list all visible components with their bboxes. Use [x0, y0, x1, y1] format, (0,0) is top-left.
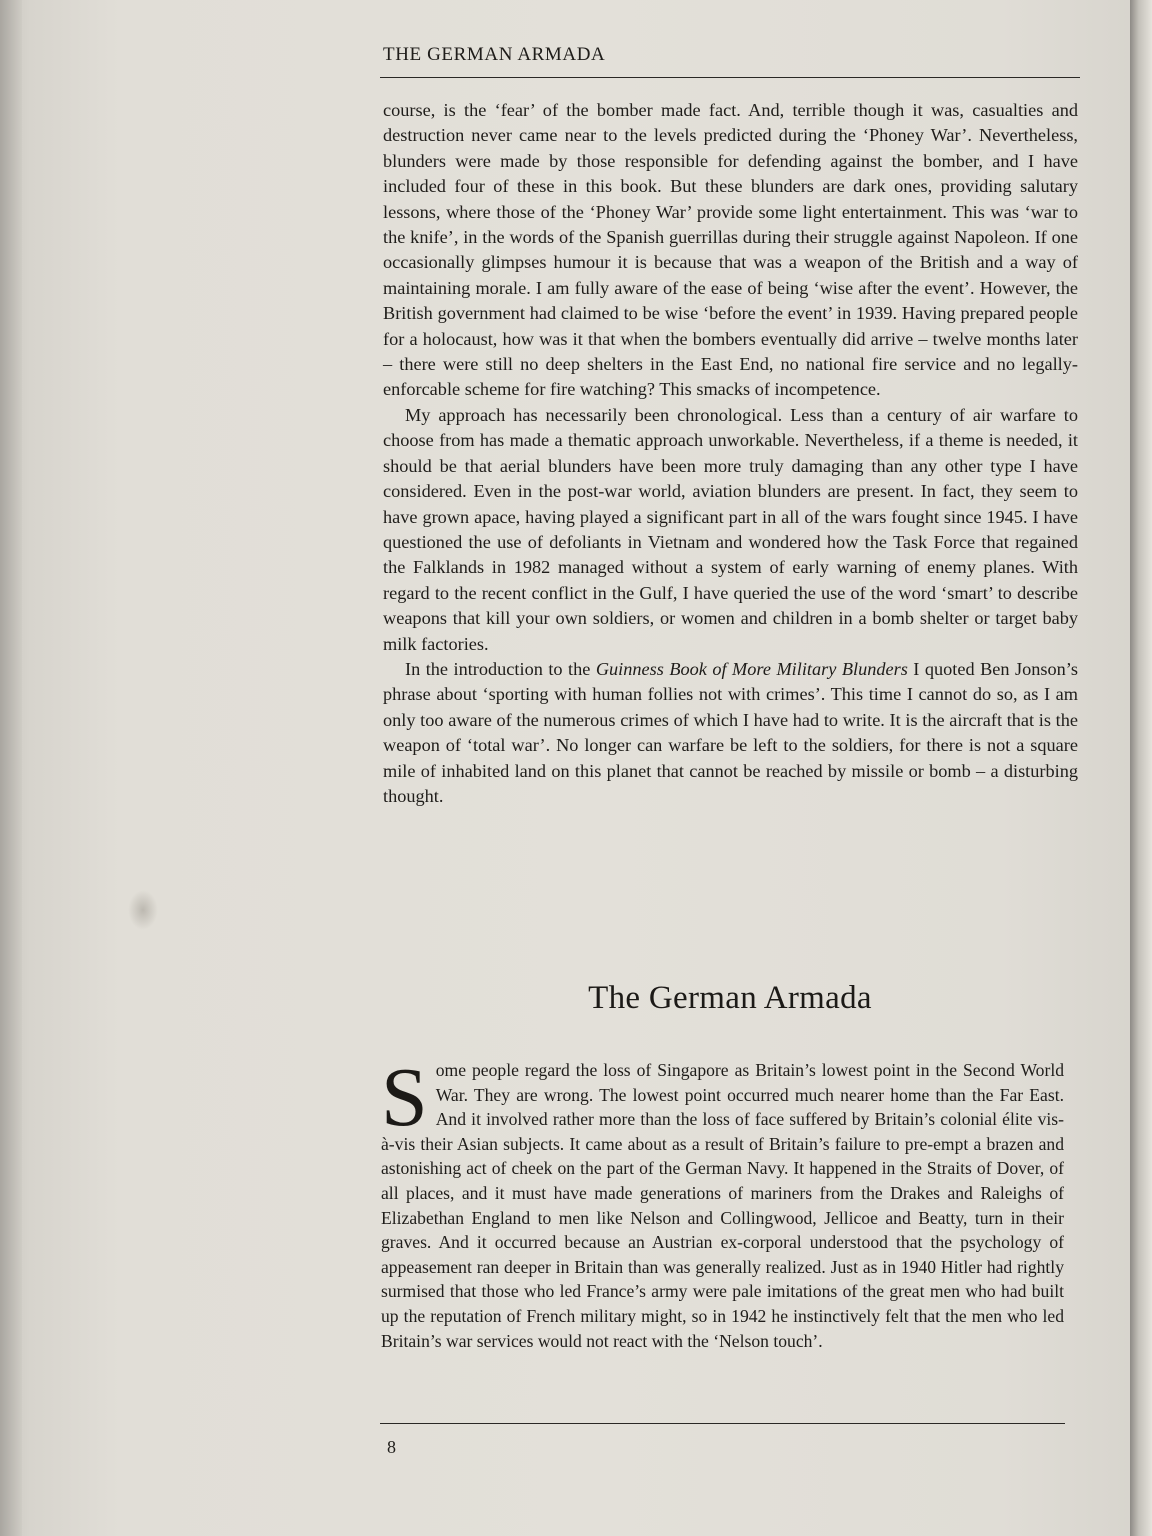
footer-rule: [380, 1423, 1065, 1424]
header-rule: [380, 77, 1080, 78]
paragraph-3: [383, 657, 1078, 809]
drop-cap: S: [381, 1051, 428, 1144]
facing-page-edge: [1130, 0, 1152, 1536]
chapter-opening-text: ome people regard the loss of Singapore as Britain’s lowest point in the Second World War. They are wrong. The lowest point occurred much nearer home than the Far East. And it involved rather more than the loss of face suffered by Britain’s colonial élite vis-à-vis their Asian subjects. It came about as a result of Britain’s failure to pre-empt a brazen and astonishing act of cheek on the part of the German Navy. It happened in the Straits of Dover, of all places, and it must have made generations of mariners from the Drakes and Raleighs of Elizabethan England to men like Nelson and Collingwood, Jellicoe and Beatty, turn in their graves. And it occurred because an Austrian ex-corporal understood that the psychology of appeasement ran deeper in Britain than was generally realized. Just as in 1940 Hitler had rightly surmised that those who led France’s army were pale imitations of the great men who had built up the reputation of French military might, so in 1942 he instinctively felt that the men who led Britain’s war services would not react with the ‘Nelson touch’.: [381, 1060, 1064, 1351]
paragraph-3-rest: I quoted Ben Jonson’s phrase about ‘sporting with human follies not with crimes’. This time I cannot do so, as I am only too aware of the numerous crimes of which I have had to write. It is the aircraft that is the weapon of ‘total war’. No longer can warfare be left to the soldiers, for there is not a square mile of inhabited land on this planet that cannot be reached by missile or bomb – a disturbing thought.: [383, 658, 1078, 806]
body-text: [383, 98, 1078, 809]
page-number: 8: [387, 1437, 396, 1457]
book-title-italic: Guinness Book of More Military Blunders: [595, 658, 908, 679]
paragraph-3-lead: In the introduction to the: [405, 658, 596, 679]
chapter-title: The German Armada: [588, 980, 872, 1016]
paragraph-1: course, is the ‘fear’ of the bomber made fact. And, terrible though it was, casualties and destruction never came near to the levels predicted during the ‘Phoney War’. Nevertheless, blunders were made by those responsible for defending against the bomber, and I have included four of these in this book. But these blunders are dark ones, providing salutary lessons, where those of the ‘Phoney War’ provide some light entertainment. This was ‘war to the knife’, in the words of the Spanish guerrillas during their struggle against Napoleon. If one occasionally glimpses humour it is because that was a weapon of the British and a way of maintaining morale. I am fully aware of the ease of being ‘wise after the event’. However, the British government had claimed to be wise ‘before the event’ in 1939. Having prepared people for a holocaust, how was it that when the bombers eventually did arrive – twelve months later – there were still no deep shelters in the East End, no national fire service and no legally-enforcable scheme for fire watching? This smacks of incompetence.: [383, 100, 1078, 400]
running-head: THE GERMAN ARMADA: [383, 44, 606, 65]
gutter-shadow: [0, 0, 22, 1536]
page-smudge: [128, 890, 158, 930]
paragraph-2: My approach has necessarily been chronological. Less than a century of air warfare to choose from has made a thematic approach unworkable. Nevertheless, if a theme is needed, it should be that aerial blunders have been more truly damaging than any other type I have considered. Even in the post-war world, aviation blunders are present. In fact, they seem to have grown apace, having played a significant part in all of the wars fought since 1945. I have questioned the use of defoliants in Vietnam and wondered how the Task Force that regained the Falklands in 1982 managed without a system of early warning of enemy planes. With regard to the recent conflict in the Gulf, I have queried the use of the word ‘smart’ to describe weapons that kill your own soldiers, or women and children in a bomb shelter or target baby milk factories.: [383, 404, 1078, 654]
chapter-paragraph: [381, 1051, 1064, 1353]
chapter-opening: [381, 1051, 1064, 1353]
